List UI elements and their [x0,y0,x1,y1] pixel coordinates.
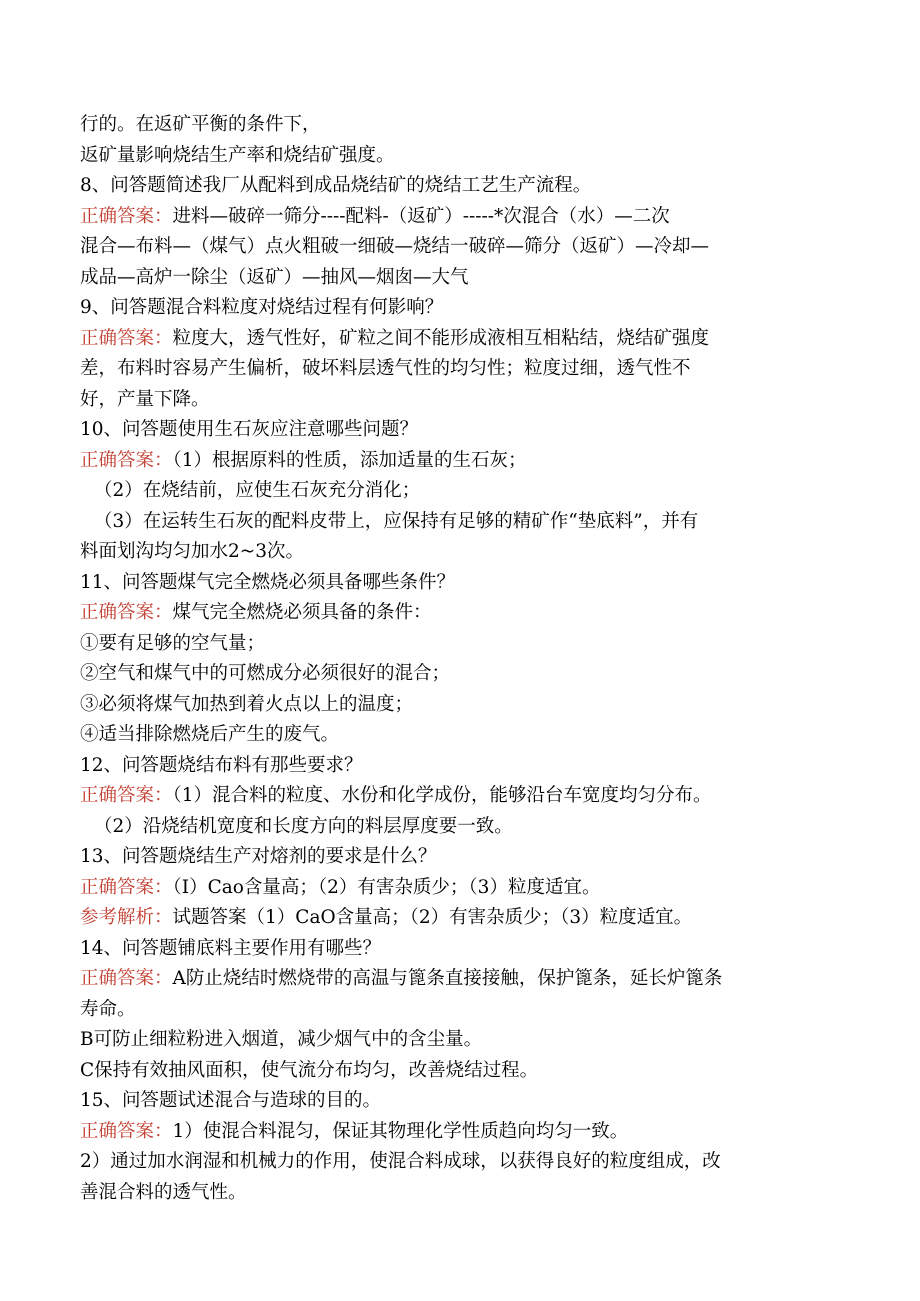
answer-text: 粒度大，透气性好，矿粒之间不能形成液相互相粘结，烧结矿强度 [172,327,710,349]
answer-label: 正确答案： [80,205,173,227]
answer-10-line-4: 料面划沟均匀加水2~3次。 [80,541,305,562]
answer-14 [80,964,840,995]
answer-10-line-2: （2）在烧结前，应使生石灰充分消化； [94,480,421,501]
question-10: 10、问答题使用生石灰应注意哪些问题？ [80,419,419,440]
answer-text: 煤气完全燃烧必须具备的条件： [172,602,432,623]
answer-15 [80,1117,840,1148]
answer-11-line-4: ③必须将煤气加热到着火点以上的温度； [80,693,414,715]
answer-8-line-3: 成品—高炉一除尘（返矿）—抽风—烟囱—大气 [80,266,469,288]
answer-9-line-2: 差，布料时容易产生偏析，破坏料层透气性的均匀性；粒度过细，透气性不 [80,358,691,379]
answer-13 [80,873,840,904]
answer-8-line-2: 混合—布料—（煤气）点火粗破一细破—烧结一破碎—筛分（返矿）—冷却— [80,236,710,257]
reference-text: 试题答案（1）CaO含量高；（2）有害杂质少；（3）粒度适宜。 [172,907,693,928]
answer-14-line-4: C保持有效抽风面积，使气流分布均匀，改善烧结过程。 [80,1059,539,1081]
question-9: 9、问答题混合料粒度对烧结过程有何影响？ [80,297,444,318]
answer-label: 正确答案： [80,327,173,349]
question-14: 14、问答题铺底料主要作用有哪些？ [80,937,382,959]
answer-text: A防止烧结时燃烧带的高温与篦条直接接触，保护篦条，延长炉篦条 [172,968,723,989]
intro-line-1: 行的。在返矿平衡的条件下， [80,114,321,135]
answer-15-line-3: 善混合料的透气性。 [80,1181,247,1203]
answer-11-line-5: ④适当排除燃烧后产生的废气。 [80,724,340,745]
answer-label: 正确答案： [80,1120,173,1142]
answer-8 [80,202,840,233]
answer-text: 1）使混合料混匀，保证其物理化学性质趋向均匀一致。 [172,1120,629,1142]
answer-label: 正确答案： [80,968,173,989]
answer-11 [80,598,840,629]
answer-label: 正确答案： [80,602,173,623]
question-13: 13、问答题烧结生产对熔剂的要求是什么？ [80,846,437,867]
answer-label: 正确答案： [80,449,173,471]
reference-13 [80,903,840,934]
question-12: 12、问答题烧结布料有那些要求？ [80,754,363,776]
answer-label: 正确答案： [80,876,173,898]
answer-10-line-3: （3）在运转生石灰的配料皮带上，应保持有足够的精矿作“垫底料”，并有 [94,510,699,532]
answer-text: （1）混合料的粒度、水份和化学成份，能够沿台车宽度均匀分布。 [172,785,712,806]
reference-label: 参考解析： [80,907,173,928]
intro-line-2: 返矿量影响烧结生产率和烧结矿强度。 [80,144,395,166]
answer-12-line-2: （2）沿烧结机宽度和长度方向的料层厚度要一致。 [94,815,513,837]
question-11: 11、问答题煤气完全燃烧必须具备哪些条件？ [80,571,456,593]
answer-12 [80,781,840,812]
answer-11-line-2: ①要有足够的空气量； [80,632,266,654]
answer-11-line-3: ②空气和煤气中的可燃成分必须很好的混合； [80,663,451,684]
answer-text: （1）根据原料的性质，添加适量的生石灰； [172,449,527,471]
answer-9-line-3: 好，产量下降。 [80,388,210,410]
answer-label: 正确答案： [80,785,173,806]
question-8: 8、问答题简述我厂从配料到成品烧结矿的烧结工艺生产流程。 [80,175,592,196]
answer-14-line-3: B可防止细粒粉进入烟道，减少烟气中的含尘量。 [80,1029,483,1050]
answer-15-line-2: 2）通过加水润湿和机械力的作用，使混合料成球，以获得良好的粒度组成，改 [80,1151,721,1172]
answer-text: （I）Cao含量高；（2）有害杂质少；（3）粒度适宜。 [172,876,601,898]
answer-10 [80,446,840,477]
document-page [80,110,840,1208]
answer-9 [80,324,840,355]
question-15: 15、问答题试述混合与造球的目的。 [80,1090,382,1111]
answer-14-line-2: 寿命。 [80,998,136,1020]
answer-text: 进料—破碎一筛分----配料-（返矿）-----*次混合（水）—二次 [172,205,670,227]
